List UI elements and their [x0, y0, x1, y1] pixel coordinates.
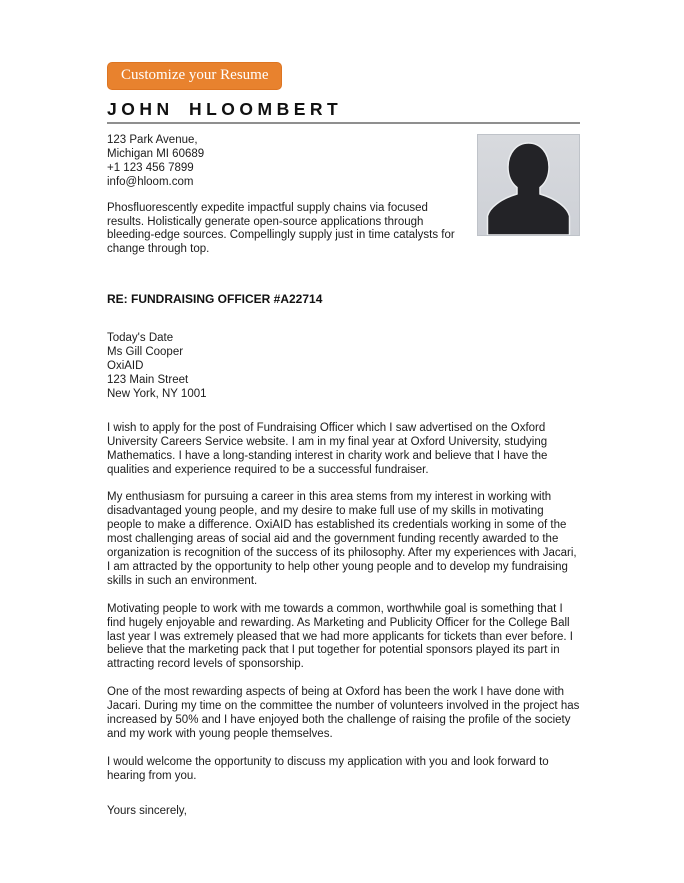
body-paragraph-3: Motivating people to work with me towards a common, worthwhile goal is something that I find hugely enjoyable and rewarding. As Marketing and Publicity Officer for the College Ball last year I was extremely pleased that we had more applicants for tickets than ever before. I believe that the marketing pack that I put together for potential sponsors played its part in attracting record levels of sponsorship.	[107, 602, 573, 671]
page-title-name: JOHN HLOOMBERT	[107, 99, 343, 119]
contact-address-line2: Michigan MI 60689	[107, 147, 205, 160]
recipient-street: 123 Main Street	[107, 373, 189, 386]
body-paragraph-1: I wish to apply for the post of Fundraising Officer which I saw advertised on the Oxford University Careers Service website. I am in my final year at Oxford University, studying Mathematics. I have a long-standing interest in charity work and believe that I have the qualities and experience required to be a successful fundraiser.	[107, 421, 548, 476]
contact-address-line1: 123 Park Avenue,	[107, 134, 198, 146]
header-row	[107, 134, 580, 257]
body-paragraph-5: I would welcome the opportunity to discuss my application with you and look forward to hearing from you.	[107, 755, 549, 782]
avatar	[477, 134, 580, 236]
recipient-date: Today's Date	[107, 332, 174, 345]
letter-body	[107, 422, 580, 784]
recipient-block	[107, 332, 580, 402]
contact-block	[107, 134, 465, 190]
customize-resume-button[interactable]: Customize your Resume	[107, 62, 282, 90]
body-paragraph-2: My enthusiasm for pursuing a career in this area stems from my interest in working with disadvantaged young people, and my desire to make full use of my skills in motivating people to make a difference. OxiAID has established its credentials working in some of the most challenging areas of social aid and the government funding recently awarded to the organization is recognition of the success of its philosophy. After my experiences with Jacari, I am attracted by the opportunity to help other young people and to develop my fundraising skills in such an environment.	[107, 491, 577, 587]
contact-phone: +1 123 456 7899	[107, 161, 194, 174]
headshot-silhouette-icon	[478, 135, 579, 235]
body-paragraph-4: One of the most rewarding aspects of being at Oxford has been the work I have done with Jacari. During my time on the committee the number of volunteers involved in the project has increased by 50% and I have enjoyed both the challenge of raising the profile of the society and my work with young people themselves.	[107, 686, 580, 740]
summary-paragraph: Phosfluorescently expedite impactful supply chains via focused results. Holistically generate open-source applications through bleeding-edge sources. Compellingly supply just in time catalysts for change through top.	[107, 201, 455, 256]
contact-email: info@hloom.com	[107, 175, 194, 188]
subject-line: RE: FUNDRAISING OFFICER #A22714	[107, 292, 323, 307]
header-divider	[107, 122, 580, 124]
recipient-company: OxiAID	[107, 360, 144, 373]
header-left-column	[107, 134, 465, 257]
closing-salutation: Yours sincerely,	[107, 804, 187, 817]
recipient-city: New York, NY 1001	[107, 387, 207, 400]
recipient-name: Ms Gill Cooper	[107, 346, 184, 359]
